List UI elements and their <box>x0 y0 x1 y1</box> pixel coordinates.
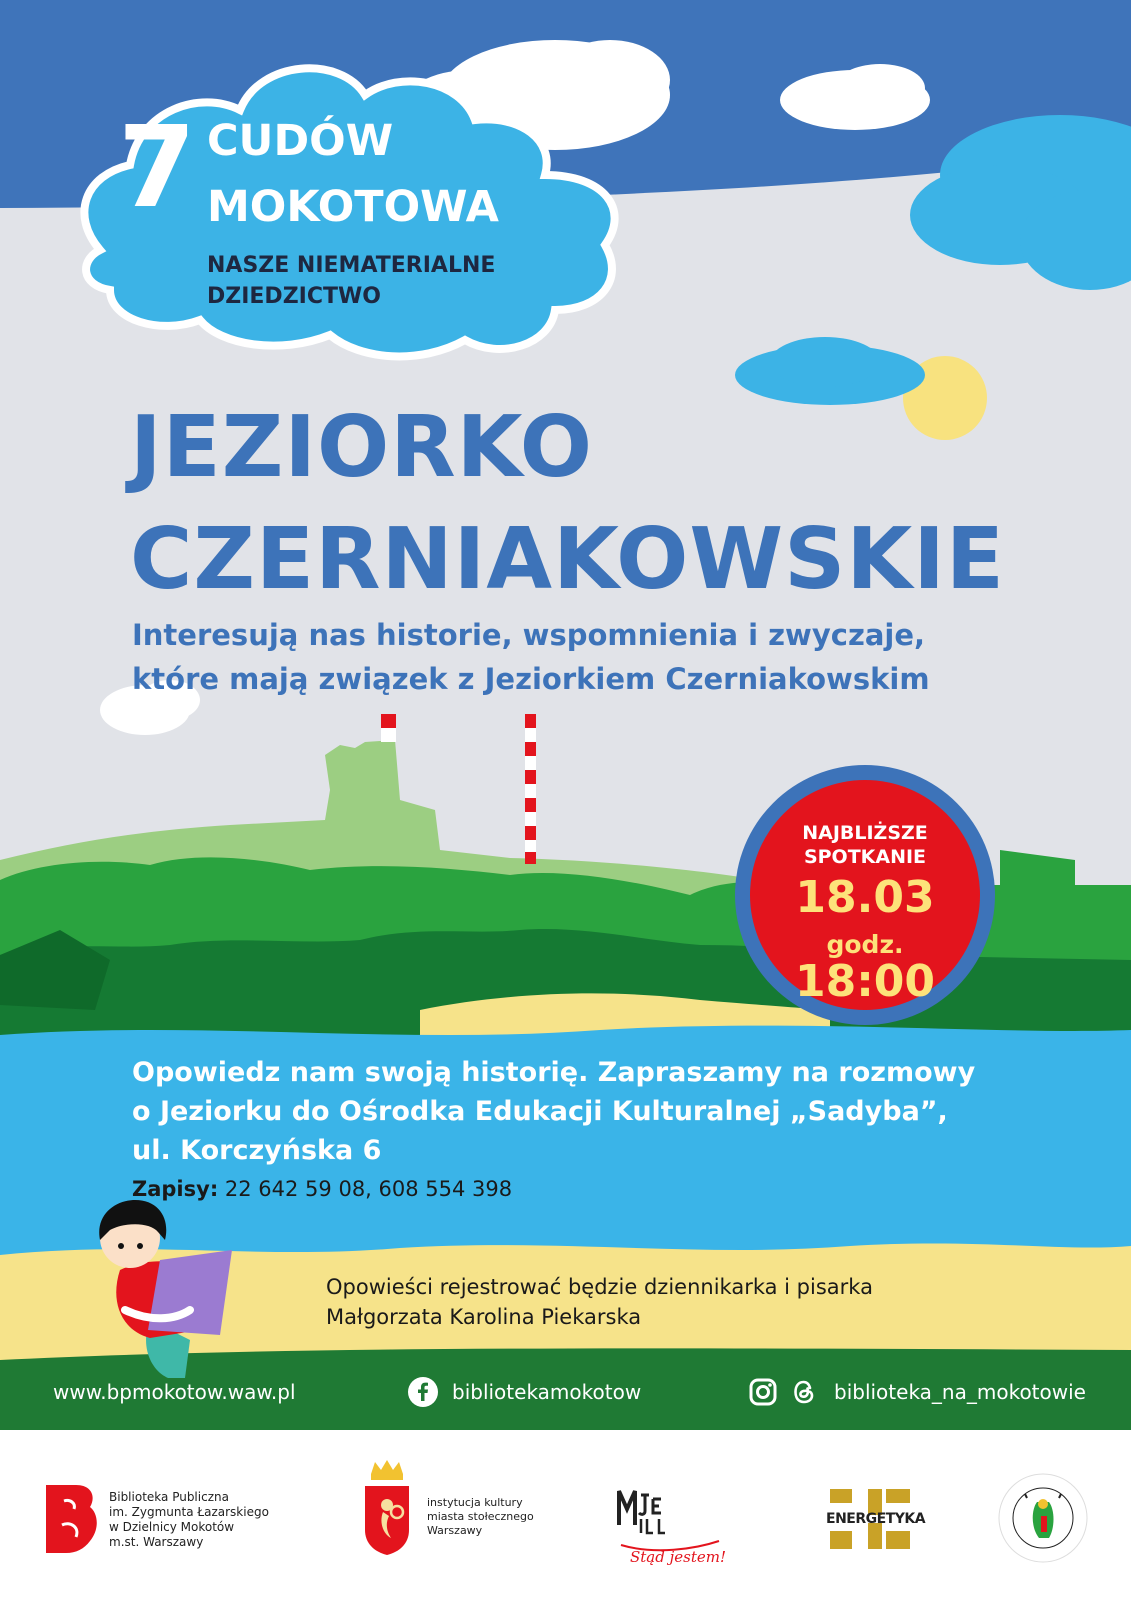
library-name <box>109 1490 269 1550</box>
main-title-line1: JEZIORKO <box>130 398 593 497</box>
msm-energetyka-name: ENERGETYKA <box>826 1511 926 1527</box>
library-line4: m.st. Warszawy <box>109 1535 204 1549</box>
facebook-link[interactable]: bibliotekamokotow <box>452 1380 642 1404</box>
logo-title-line2: MOKOTOWA <box>207 182 499 232</box>
city-line2: miasta stołecznego <box>427 1509 534 1523</box>
chimney-left <box>381 714 396 742</box>
library-logo <box>46 1485 98 1553</box>
moje-miejsce-slogan: Stąd jestem! <box>630 1548 726 1566</box>
signup-label: Zapisy: <box>132 1177 219 1201</box>
logo-title-line1: CUDÓW <box>207 116 394 166</box>
main-title-line2: CZERNIAKOWSKIE <box>130 510 1005 609</box>
city-line1: instytucja kultury <box>427 1496 523 1509</box>
main-subtitle <box>132 614 1032 701</box>
logo-subtitle-line1: NASZE NIEMATERIALNE <box>207 253 496 278</box>
badge-date: 18.03 <box>795 872 935 923</box>
sadyba-logo <box>997 1472 1089 1564</box>
warsaw-coat-of-arms <box>363 1460 411 1555</box>
badge-godz-label: godz. <box>826 930 904 959</box>
invite-line1: Opowiedz nam swoją historię. Zapraszamy na rozmowy <box>132 1057 976 1088</box>
badge-time: 18:00 <box>794 956 936 1007</box>
library-line1: Biblioteka Publiczna <box>109 1490 229 1504</box>
subtitle-line1: Interesują nas historie, wspomnienia i zwyczaje, <box>132 618 926 652</box>
website-link[interactable]: www.bpmokotow.waw.pl <box>53 1380 296 1404</box>
logo-subtitle-line2: DZIEDZICTWO <box>207 284 381 310</box>
author-note <box>326 1273 1026 1333</box>
city-line3: Warszawy <box>427 1523 483 1537</box>
chimney-right <box>525 714 536 864</box>
library-line3: w Dzielnicy Mokotów <box>109 1520 235 1534</box>
instagram-icon[interactable] <box>748 1377 778 1407</box>
facebook-icon[interactable] <box>408 1377 438 1407</box>
signup-phones: 22 642 59 08, 608 554 398 <box>224 1177 513 1201</box>
author-line2: Małgorzata Karolina Piekarska <box>326 1304 642 1329</box>
invite-line3: ul. Korczyńska 6 <box>132 1135 382 1167</box>
author-line1: Opowieści rejestrować będzie dziennikarka i pisarka <box>326 1275 873 1299</box>
invite-text <box>132 1053 1062 1170</box>
city-institution-text <box>427 1496 534 1537</box>
badge-heading-line2: SPOTKANIE <box>803 845 927 868</box>
threads-icon[interactable] <box>789 1377 819 1407</box>
signup-info <box>132 1177 512 1201</box>
instagram-link[interactable]: biblioteka_na_mokotowie <box>834 1380 1086 1404</box>
badge-heading-line1: NAJBLIŻSZE <box>802 822 928 844</box>
logo-number: 7 <box>118 103 192 233</box>
logo-subtitle <box>207 250 495 312</box>
invite-line2: o Jeziorku do Ośrodka Edukacji Kulturalnej „Sadyba”, <box>132 1096 948 1128</box>
subtitle-line2: które mają związek z Jeziorkiem Czerniakowskim <box>132 661 930 696</box>
library-line2: im. Zygmunta Łazarskiego <box>109 1505 269 1519</box>
badge-heading <box>740 822 990 870</box>
